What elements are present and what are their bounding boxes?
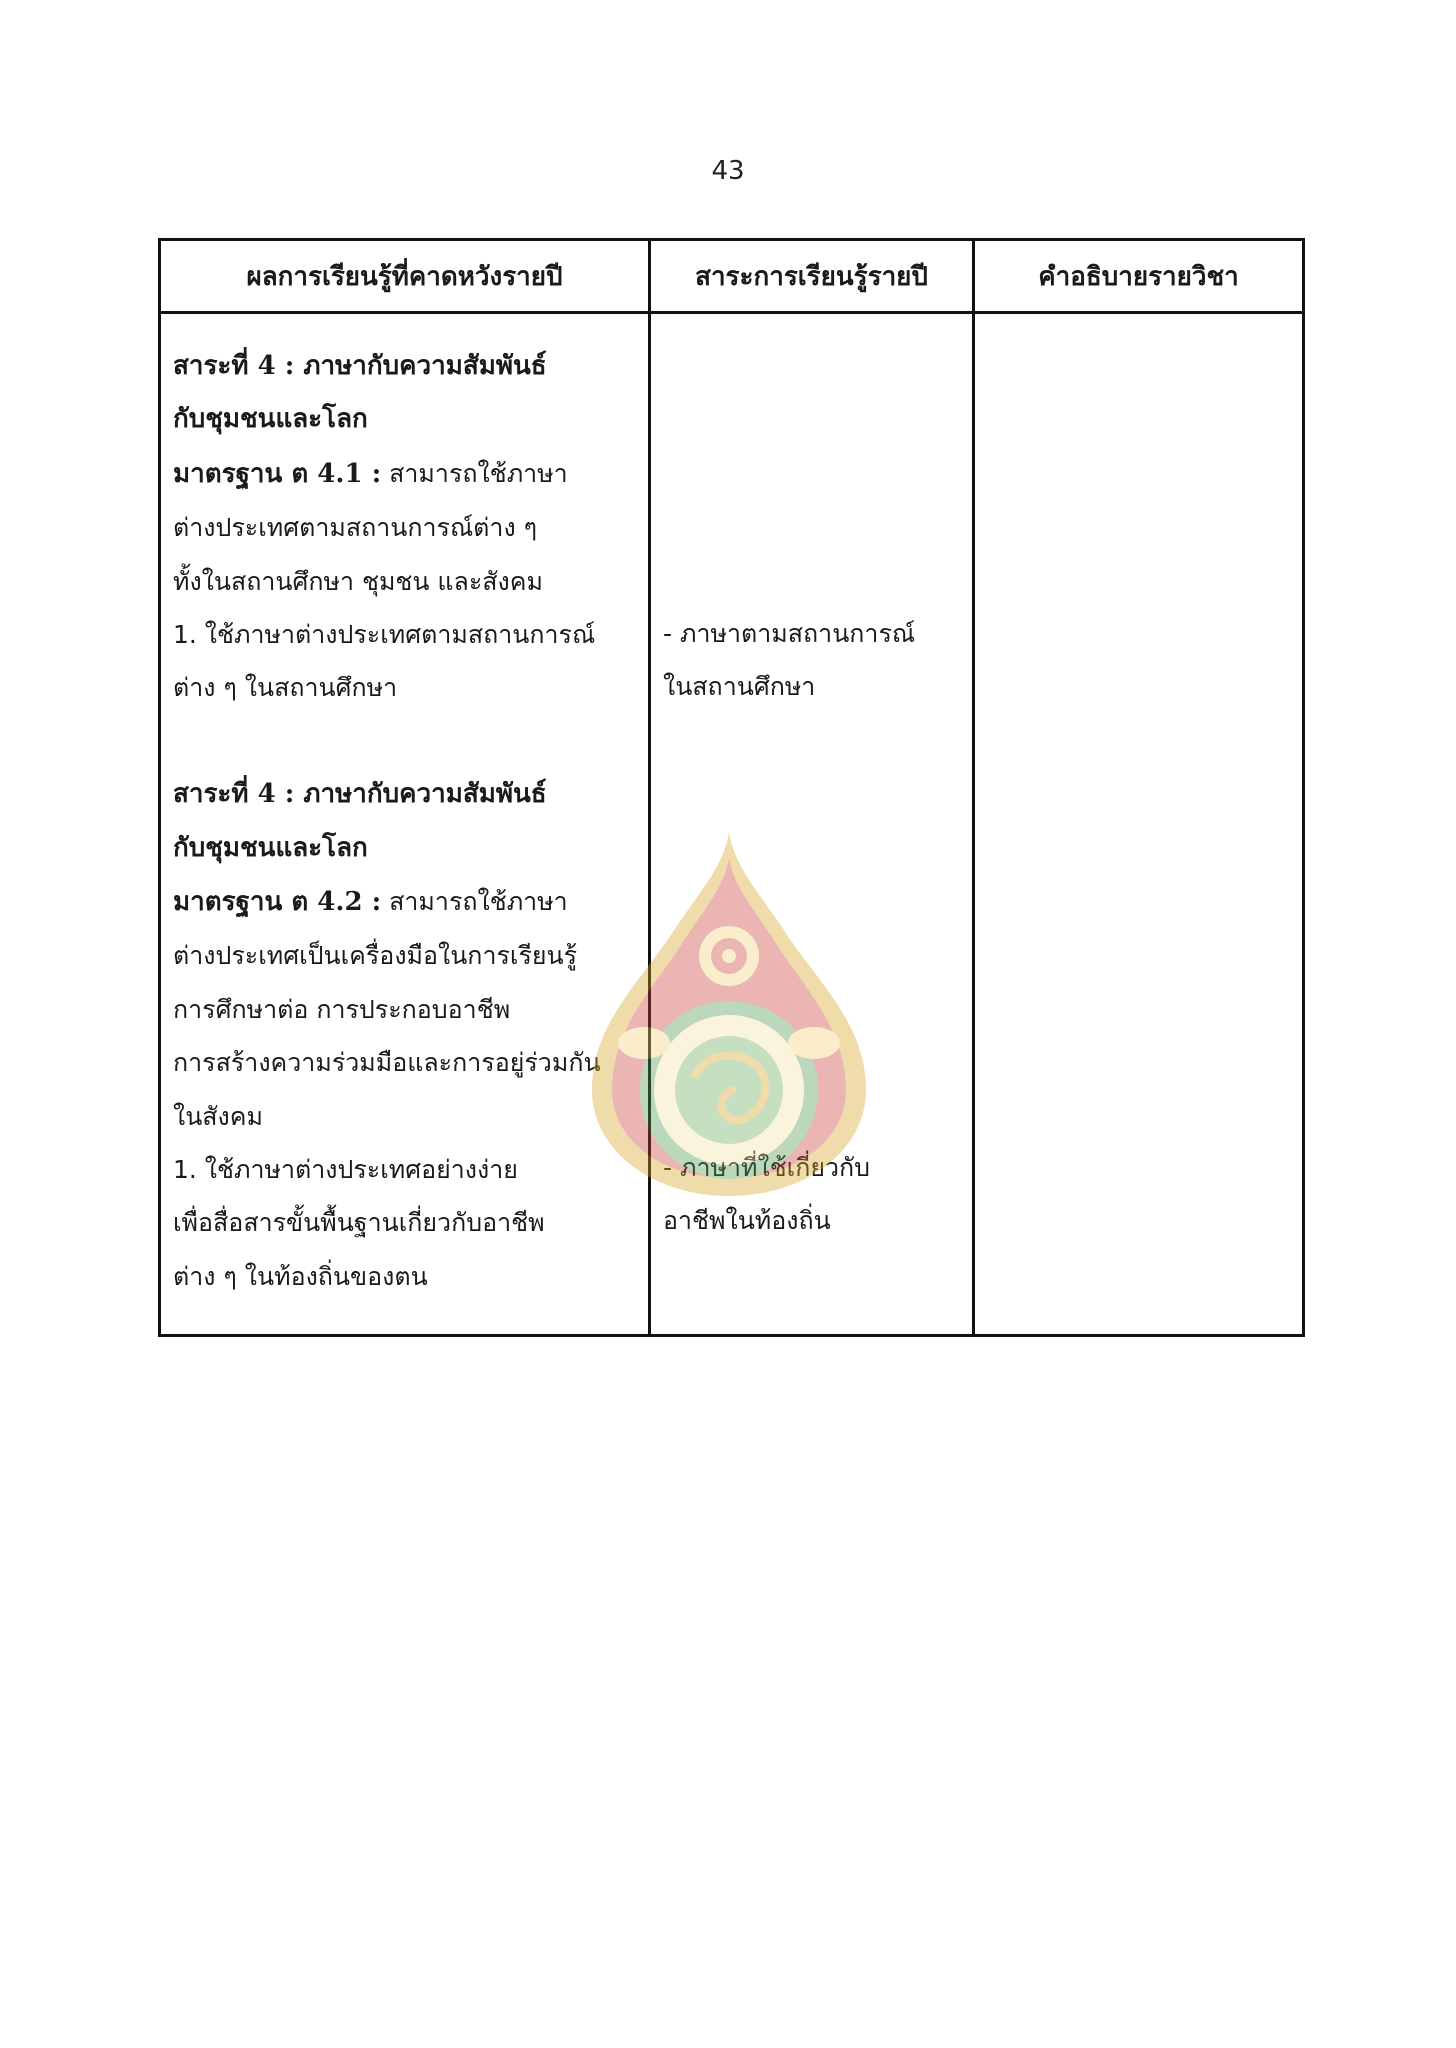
- standard-text: ในสังคม: [173, 1101, 263, 1131]
- table-row: [160, 313, 1304, 1336]
- standard-line: [173, 447, 638, 501]
- outcome-item: ต่าง ๆ ในท้องถิ่นของตน: [173, 1261, 428, 1291]
- standard-label: มาตรฐาน ต 4.1 :: [173, 458, 382, 489]
- strand-title: สาระที่ 4 : ภาษากับความสัมพันธ์: [173, 351, 547, 381]
- content-item: อาชีพในท้องถิ่น: [663, 1206, 831, 1236]
- standard-text: สามารถใช้ภาษา: [381, 458, 568, 488]
- standard-text: การศึกษาต่อ การประกอบอาชีพ: [173, 994, 511, 1024]
- standard-line: [173, 875, 638, 929]
- strand-title: กับชุมชนและโลก: [173, 404, 368, 435]
- outcome-item: เพื่อสื่อสารขั้นพื้นฐานเกี่ยวกับอาชีพ: [173, 1208, 545, 1238]
- content-item: - ภาษาที่ใช้เกี่ยวกับ: [663, 1152, 871, 1182]
- header-expected-outcomes: ผลการเรียนรู้ที่คาดหวังรายปี: [160, 240, 650, 313]
- standard-text: ต่างประเทศเป็นเครื่องมือในการเรียนรู้: [173, 941, 578, 971]
- content-item: - ภาษาตามสถานการณ์: [663, 618, 916, 648]
- spacer: [173, 715, 638, 768]
- header-learning-content: สาระการเรียนรู้รายปี: [650, 240, 974, 313]
- standard-text: การสร้างความร่วมมือและการอยู่ร่วมกัน: [173, 1048, 601, 1078]
- cell-learning-content: [650, 313, 974, 1336]
- table-header-row: [160, 240, 1304, 313]
- strand-title: สาระที่ 4 : ภาษากับความสัมพันธ์: [173, 779, 547, 810]
- standard-label: มาตรฐาน ต 4.2 :: [173, 887, 382, 918]
- strand-title: กับชุมชนและโลก: [173, 832, 368, 863]
- outcome-item: 1. ใช้ภาษาต่างประเทศตามสถานการณ์: [173, 620, 596, 650]
- standard-text: สามารถใช้ภาษา: [381, 887, 568, 917]
- header-course-description: คำอธิบายรายวิชา: [974, 240, 1304, 313]
- standard-text: ต่างประเทศตามสถานการณ์ต่าง ๆ: [173, 513, 538, 543]
- outcome-item: ต่าง ๆ ในสถานศึกษา: [173, 673, 398, 703]
- outcome-item: 1. ใช้ภาษาต่างประเทศอย่างง่าย: [173, 1155, 518, 1185]
- standard-text: ทั้งในสถานศึกษา ชุมชน และสังคม: [173, 566, 543, 596]
- cell-expected-outcomes: [160, 313, 650, 1336]
- curriculum-table: [158, 238, 1305, 1337]
- cell-course-description: [974, 313, 1304, 1336]
- page-number: 43: [711, 156, 745, 186]
- content-item: ในสถานศึกษา: [663, 672, 816, 702]
